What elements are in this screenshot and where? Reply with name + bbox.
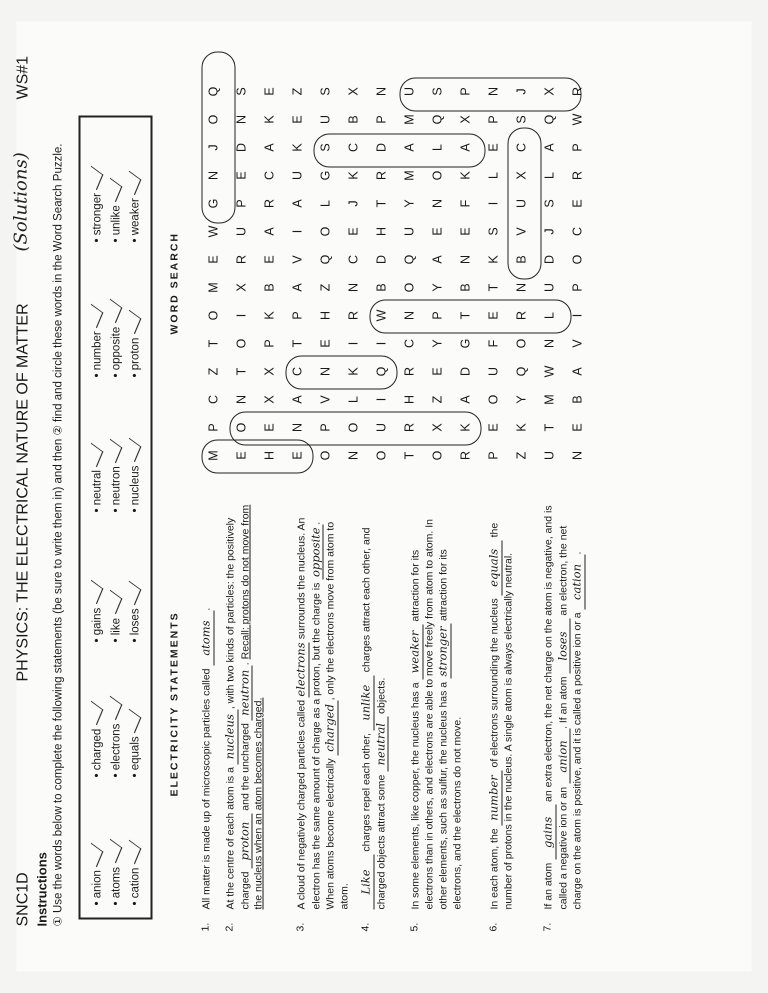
grid-letter: U: [402, 226, 417, 237]
answer: neutral: [374, 717, 389, 772]
page-title: PHYSICS: THE ELECTRICAL NATURE OF MATTER: [14, 303, 32, 682]
grid-letter: R: [402, 422, 417, 433]
grid-letter: R: [262, 198, 277, 209]
grid-letter: B: [262, 283, 277, 292]
grid-letter: D: [374, 254, 389, 265]
grid-letter: U: [318, 114, 333, 125]
grid-letter: H: [262, 450, 277, 461]
grid-letter: U: [402, 86, 417, 97]
grid-letter: T: [290, 339, 305, 348]
grid-letter: T: [374, 199, 389, 208]
grid-letter: X: [262, 395, 277, 404]
grid-letter: N: [514, 282, 529, 293]
grid-letter: Q: [430, 114, 445, 125]
answer: charged: [324, 700, 339, 755]
grid-letter: A: [290, 395, 305, 404]
grid-letter: N: [234, 394, 249, 405]
grid-letter: I: [486, 201, 501, 206]
grid-letter: K: [514, 423, 529, 432]
word-bank-column: [88, 302, 145, 378]
grid-letter: C: [402, 338, 417, 349]
grid-letter: Y: [402, 199, 417, 208]
grid-letter: K: [486, 255, 501, 264]
grid-letter: T: [458, 311, 473, 320]
grid-letter: O: [234, 422, 249, 433]
grid-letter: O: [430, 170, 445, 181]
grid-letter: U: [542, 282, 557, 293]
answer: weaker: [409, 625, 424, 680]
grid-letter: P: [290, 311, 305, 320]
grid-letter: B: [346, 115, 361, 124]
grid-letter: V: [514, 227, 529, 236]
grid-letter: O: [318, 450, 333, 461]
grid-letter: S: [318, 87, 333, 96]
grid-letter: H: [402, 394, 417, 405]
grid-letter: C: [206, 394, 221, 405]
word-bank: [79, 116, 153, 920]
grid-letter: Y: [430, 339, 445, 348]
grid-letter: J: [542, 228, 557, 235]
word-bank-item: • anion: [88, 842, 107, 906]
grid-letter: E: [486, 423, 501, 432]
grid-letter: X: [346, 87, 361, 96]
grid-letter: V: [570, 339, 585, 348]
word-bank-item: • neutron: [107, 441, 126, 513]
grid-letter: N: [402, 310, 417, 321]
grid-letter: E: [430, 367, 445, 376]
grid-letter: E: [290, 115, 305, 124]
grid-letter: L: [346, 396, 361, 403]
grid-letter: R: [570, 170, 585, 181]
grid-letter: A: [458, 395, 473, 404]
grid-letter: E: [430, 227, 445, 236]
grid-letter: I: [570, 313, 585, 318]
word-bank-item: • weaker: [126, 168, 145, 242]
grid-letter: R: [514, 310, 529, 321]
grid-letter: U: [234, 226, 249, 237]
grid-letter: B: [458, 283, 473, 292]
grid-letter: E: [346, 227, 361, 236]
grid-letter: A: [290, 199, 305, 208]
word-bank-item: • atoms: [107, 842, 126, 906]
grid-letter: P: [486, 115, 501, 124]
grid-letter: A: [458, 143, 473, 152]
word-bank-item: • like: [107, 583, 126, 643]
grid-letter: J: [206, 144, 221, 151]
grid-letter: P: [570, 143, 585, 152]
answer: gains: [542, 805, 557, 860]
grid-letter: S: [514, 115, 529, 124]
grid-letter: H: [318, 310, 333, 321]
grid-letter: E: [234, 451, 249, 460]
grid-letter: C: [262, 170, 277, 181]
grid-letter: O: [486, 394, 501, 405]
grid-letter: X: [262, 367, 277, 376]
grid-letter: A: [570, 367, 585, 376]
grid-letter: A: [402, 143, 417, 152]
grid-letter: O: [206, 114, 221, 125]
word-bank-item: • unlike: [107, 168, 126, 242]
grid-letter: Q: [402, 254, 417, 265]
word-bank-column: [88, 699, 145, 778]
grid-letter: L: [486, 172, 501, 179]
grid-letter: T: [234, 367, 249, 376]
grid-letter: A: [290, 283, 305, 292]
grid-letter: M: [206, 450, 221, 461]
answer: cation: [571, 554, 586, 609]
grid-letter: E: [318, 339, 333, 348]
grid-letter: G: [206, 198, 221, 209]
grid-letter: U: [542, 450, 557, 461]
answer: stronger: [437, 624, 452, 679]
grid-letter: O: [430, 450, 445, 461]
grid-letter: E: [262, 255, 277, 264]
grid-letter: E: [234, 171, 249, 180]
grid-letter: E: [206, 255, 221, 264]
grid-letter: P: [486, 451, 501, 460]
grid-letter: P: [430, 311, 445, 320]
grid-letter: Y: [514, 395, 529, 404]
grid-letter: S: [430, 87, 445, 96]
word-bank-column: [88, 168, 145, 242]
grid-letter: O: [206, 310, 221, 321]
grid-letter: M: [542, 394, 557, 405]
grid-letter: D: [374, 142, 389, 153]
grid-letter: U: [290, 170, 305, 181]
grid-letter: O: [570, 254, 585, 265]
grid-letter: T: [402, 451, 417, 460]
wordsearch-heading: WORD SEARCH: [168, 232, 181, 335]
grid-letter: E: [262, 423, 277, 432]
grid-letter: I: [374, 397, 389, 402]
grid-letter: F: [486, 339, 501, 348]
grid-letter: K: [262, 311, 277, 320]
grid-letter: R: [234, 254, 249, 265]
grid-letter: N: [234, 114, 249, 125]
grid-letter: G: [458, 338, 473, 349]
word-bank-item: • electrons: [107, 699, 126, 778]
grid-letter: P: [570, 283, 585, 292]
grid-letter: J: [346, 200, 361, 207]
grid-letter: R: [402, 366, 417, 377]
grid-letter: E: [290, 451, 305, 460]
grid-letter: C: [346, 142, 361, 153]
grid-letter: R: [458, 450, 473, 461]
answer: neutron: [238, 665, 253, 720]
grid-letter: N: [318, 366, 333, 377]
grid-letter: E: [570, 423, 585, 432]
grid-letter: Y: [430, 283, 445, 292]
answer: unlike: [360, 675, 375, 730]
grid-letter: Q: [374, 366, 389, 377]
grid-letter: H: [374, 226, 389, 237]
grid-letter: I: [374, 341, 389, 346]
grid-letter: U: [486, 366, 501, 377]
answer: atoms: [200, 611, 215, 666]
grid-letter: N: [458, 254, 473, 265]
grid-letter: W: [374, 309, 389, 322]
word-bank-column: [88, 583, 145, 643]
grid-letter: L: [430, 144, 445, 151]
word-bank-column: [88, 441, 145, 513]
grid-letter: N: [542, 338, 557, 349]
answer: opposite: [309, 525, 324, 580]
word-bank-item: • equals: [126, 699, 145, 778]
grid-letter: N: [290, 422, 305, 433]
grid-letter: W: [570, 113, 585, 126]
grid-letter: I: [290, 229, 305, 234]
grid-letter: C: [570, 226, 585, 237]
grid-letter: E: [262, 87, 277, 96]
answer: equals: [488, 540, 503, 595]
grid-letter: S: [318, 143, 333, 152]
grid-letter: T: [486, 283, 501, 292]
grid-letter: L: [542, 172, 557, 179]
answer: proton: [238, 814, 253, 869]
grid-letter: M: [402, 170, 417, 181]
grid-letter: Q: [318, 254, 333, 265]
grid-letter: I: [346, 341, 361, 346]
word-bank-item: • number: [88, 302, 107, 378]
grid-letter: P: [318, 423, 333, 432]
grid-letter: Z: [318, 283, 333, 292]
grid-letter: X: [542, 87, 557, 96]
worksheet: SNC1D PHYSICS: THE ELECTRICAL NATURE OF MATTER (Solutions) WS#1 Instructions ① Use the words below to complete the following statements (be sure to write them in) and then ② find and circle these words in the Word Search Puzzle. • anion • atoms • cation • charged • electrons • equals • gains • like • loses • neutral • neutron • nucleus • number • opposite • proton • stronger • unlike • weaker ELECTRICITY STATEMENTS WORD SEARCH 1. All matter is made up of microscopic particles called atoms. 2. At the centre of each atom is a nucleus, with two kinds of particles: the positively charged proton and the uncharged neutron. Recall: protons do not move from the nucleus when an atom becomes charged. 3. A cloud of negatively charged particles called electrons surrounds the nucleus. An electron has the same amount of charge as a proton, but the charge is opposite. When atoms become electrically charged, only the electrons move from atom to atom. 4. Like charges repel each other, unlike charges attract each other, and charged objects attract some neutral objects. 5. In some elements, like copper, the nucleus has a weaker attraction for its electrons than in others, and electrons are able to move freely from atom to atom. In other elements, such as sulfur, the nucleus has a stronger attraction for its electrons, and the electrons do not move. 6. In each atom, the number of electrons surrounding the nucleus equals the number of protons in the nucleus. A single atom is always electrically neutral. 7. If an atom gains an extra electron, the net charge on the atom is negative, and is called a negative ion or an anion. If an atom loses an electron, the net charge on the atom is positive, and it is called a positive ion or a cation. M P C Z T O M E W G N J O Q E O N T O I X R U P E D N S H E X X P K B E A R C A K E E N A C T P A V I A U K E Z O P V N E H Z Q O L G S U S N O L K I R N C E J K C B X O U I Q I W B D H T R D P N T R H R C N O Q U Y M A M U O X Z E Y P Y A E N O L Q S R K A D G T B N E F K A X P P E O U F E T K S I L E P N Z K Y Q O R N B V U X C S J U T M W N L U D J S L A Q X N E B A V I P O C E R P W R: [17, 22, 752, 972]
grid-letter: A: [542, 143, 557, 152]
grid-letter: N: [570, 450, 585, 461]
grid-letter: C: [514, 142, 529, 153]
grid-letter: I: [234, 313, 249, 318]
grid-letter: V: [290, 255, 305, 264]
grid-letter: O: [346, 422, 361, 433]
grid-letter: E: [486, 143, 501, 152]
grid-letter: D: [458, 366, 473, 377]
word-bank-item: • opposite: [107, 302, 126, 378]
word-bank-item: • loses: [126, 583, 145, 643]
word-search-grid: [200, 50, 720, 470]
grid-letter: R: [346, 310, 361, 321]
word-bank-item: • gains: [88, 583, 107, 643]
grid-letter: N: [374, 86, 389, 97]
grid-letter: D: [542, 254, 557, 265]
grid-letter: A: [262, 227, 277, 236]
answer: nucleus: [224, 709, 239, 764]
word-bank-item: • cation: [126, 842, 145, 906]
grid-letter: N: [346, 282, 361, 293]
grid-letter: K: [290, 143, 305, 152]
word-bank-item: • neutral: [88, 441, 107, 513]
grid-letter: L: [542, 312, 557, 319]
answer: anion: [556, 729, 571, 784]
grid-letter: L: [318, 200, 333, 207]
instructions-text: ① Use the words below to complete the following statements (be sure to write them in) and then ② find and circle these words in the Word Search Puzzle.: [52, 143, 65, 927]
grid-letter: N: [430, 198, 445, 209]
grid-letter: K: [346, 171, 361, 180]
grid-letter: A: [262, 143, 277, 152]
sheet-id: WS#1: [14, 55, 32, 100]
grid-letter: E: [570, 199, 585, 208]
grid-letter: O: [514, 338, 529, 349]
grid-letter: K: [458, 423, 473, 432]
grid-letter: B: [514, 255, 529, 264]
grid-letter: D: [234, 142, 249, 153]
grid-letter: U: [514, 198, 529, 209]
grid-letter: N: [346, 450, 361, 461]
grid-letter: Z: [514, 451, 529, 460]
word-bank-column: [88, 842, 145, 906]
grid-letter: P: [206, 423, 221, 432]
grid-letter: B: [374, 283, 389, 292]
answer: loses: [556, 619, 571, 674]
grid-letter: Z: [430, 395, 445, 404]
grid-letter: P: [458, 87, 473, 96]
word-bank-item: • nucleus: [126, 441, 145, 513]
grid-letter: Q: [514, 366, 529, 377]
grid-letter: F: [458, 199, 473, 208]
grid-letter: P: [374, 115, 389, 124]
grid-letter: O: [374, 450, 389, 461]
instructions-heading: Instructions: [34, 852, 50, 927]
word-bank-item: • proton: [126, 302, 145, 378]
grid-letter: X: [458, 115, 473, 124]
grid-letter: R: [374, 170, 389, 181]
grid-letter: N: [206, 170, 221, 181]
grid-letter: W: [542, 365, 557, 378]
statements-heading: ELECTRICITY STATEMENTS: [168, 611, 181, 797]
grid-letter: X: [430, 423, 445, 432]
solutions-annotation: (Solutions): [10, 152, 32, 252]
grid-letter: S: [234, 87, 249, 96]
grid-letter: G: [318, 170, 333, 181]
grid-letter: A: [430, 255, 445, 264]
grid-letter: Z: [290, 87, 305, 96]
grid-letter: E: [486, 311, 501, 320]
answer: Like: [360, 855, 375, 910]
answer: number: [488, 770, 503, 825]
grid-letter: O: [234, 338, 249, 349]
grid-letter: E: [458, 227, 473, 236]
grid-letter: O: [402, 282, 417, 293]
grid-letter: K: [458, 171, 473, 180]
grid-letter: J: [514, 88, 529, 95]
grid-letter: R: [570, 86, 585, 97]
grid-letter: M: [402, 114, 417, 125]
grid-letter: O: [318, 226, 333, 237]
grid-letter: K: [346, 367, 361, 376]
grid-letter: T: [206, 339, 221, 348]
grid-letter: P: [262, 339, 277, 348]
grid-letter: C: [290, 366, 305, 377]
grid-letter: W: [206, 225, 221, 238]
grid-letter: Q: [542, 114, 557, 125]
word-bank-item: • charged: [88, 699, 107, 778]
grid-letter: C: [346, 254, 361, 265]
grid-letter: B: [570, 395, 585, 404]
grid-letter: N: [486, 86, 501, 97]
grid-letter: U: [374, 422, 389, 433]
grid-letter: S: [486, 227, 501, 236]
grid-letter: Q: [206, 86, 221, 97]
grid-letter: Z: [206, 367, 221, 376]
grid-letter: P: [234, 199, 249, 208]
grid-letter: K: [262, 115, 277, 124]
grid-letter: V: [318, 395, 333, 404]
grid-letter: X: [234, 283, 249, 292]
answer: electrons: [293, 642, 308, 697]
course-code: SNC1D: [14, 872, 32, 927]
grid-letter: T: [542, 423, 557, 432]
grid-letter: M: [206, 282, 221, 293]
word-bank-item: • stronger: [88, 168, 107, 242]
grid-letter: S: [542, 199, 557, 208]
grid-letter: X: [514, 171, 529, 180]
